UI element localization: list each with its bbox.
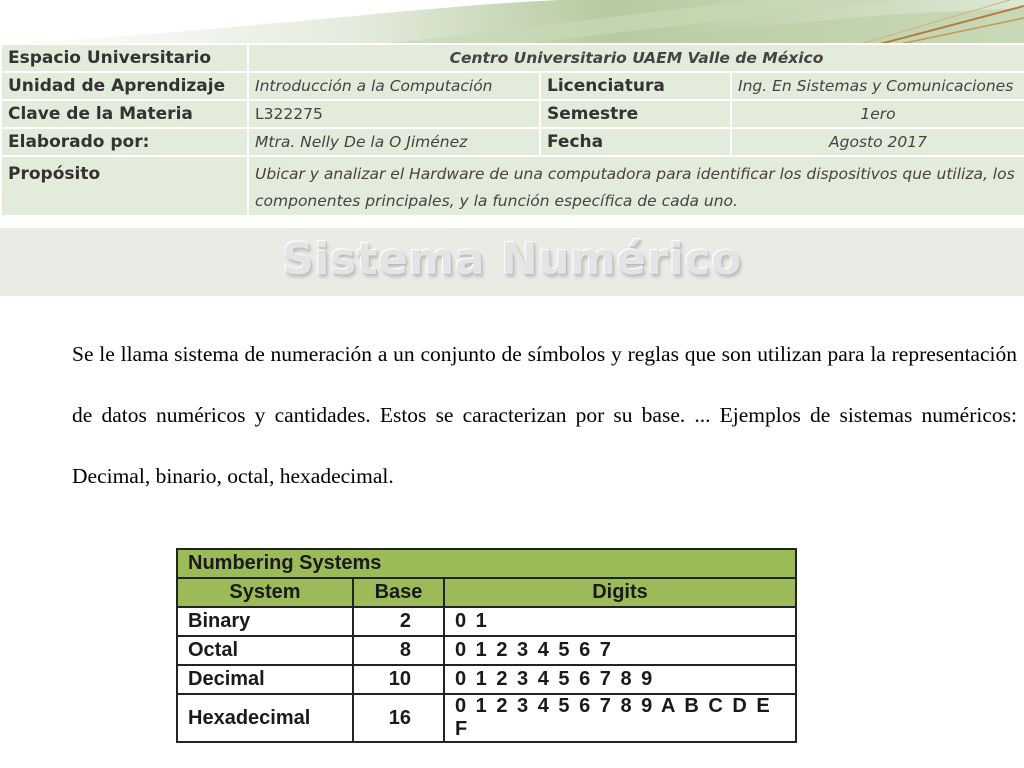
digits-cell: 0 1 2 3 4 5 6 7	[444, 636, 796, 665]
info-label: Licenciatura	[540, 72, 731, 100]
info-label: Propósito	[1, 156, 248, 216]
info-row	[1, 100, 1024, 128]
info-value: Agosto 2017	[731, 128, 1024, 156]
info-row	[1, 72, 1024, 100]
system-cell: Octal	[177, 636, 353, 665]
info-label: Clave de la Materia	[1, 100, 248, 128]
decorative-banner	[0, 0, 1024, 44]
page-title: Sistema Numérico	[282, 234, 742, 285]
info-value: Introducción a la Computación	[248, 72, 540, 100]
column-header-system: System	[177, 578, 353, 607]
info-value: L322275	[248, 100, 540, 128]
digits-cell: 0 1	[444, 607, 796, 636]
description-paragraph: Se le llama sistema de numeración a un conjunto de símbolos y reglas que son utilizan para la representación de datos numéricos y cantidades. Estos se caracterizan por su base. ... Ejemplos de sistemas numéricos: Decimal, binario, octal, hexadecimal.	[72, 342, 1017, 488]
course-info-table	[0, 43, 1024, 217]
base-cell: 2	[353, 607, 444, 636]
column-header-digits: Digits	[444, 578, 796, 607]
table-row	[177, 607, 796, 636]
table-caption-row	[177, 549, 796, 578]
table-row	[177, 636, 796, 665]
info-label: Semestre	[540, 100, 731, 128]
title-band	[0, 228, 1024, 296]
info-label: Espacio Universitario	[1, 44, 248, 72]
info-label: Fecha	[540, 128, 731, 156]
base-cell: 10	[353, 665, 444, 694]
info-row	[1, 156, 1024, 216]
system-cell: Hexadecimal	[177, 694, 353, 742]
numbering-systems-table	[176, 548, 797, 743]
digits-cell: 0 1 2 3 4 5 6 7 8 9	[444, 665, 796, 694]
info-row	[1, 128, 1024, 156]
info-value: Centro Universitario UAEM Valle de México	[248, 44, 1024, 72]
base-cell: 8	[353, 636, 444, 665]
system-cell: Decimal	[177, 665, 353, 694]
table-row	[177, 694, 796, 742]
system-cell: Binary	[177, 607, 353, 636]
info-value: 1ero	[731, 100, 1024, 128]
table-header-row	[177, 578, 796, 607]
table-row	[177, 665, 796, 694]
info-value: Ubicar y analizar el Hardware de una computadora para identificar los dispositivos que utiliza, los componentes principales, y la función específica de cada uno.	[248, 156, 1024, 216]
base-cell: 16	[353, 694, 444, 742]
info-value: Ing. En Sistemas y Comunicaciones	[731, 72, 1024, 100]
info-label: Unidad de Aprendizaje	[1, 72, 248, 100]
column-header-base: Base	[353, 578, 444, 607]
table-caption: Numbering Systems	[177, 549, 796, 578]
info-label: Elaborado por:	[1, 128, 248, 156]
digits-cell: 0 1 2 3 4 5 6 7 8 9 A B C D E F	[444, 694, 796, 742]
info-value: Mtra. Nelly De la O Jiménez	[248, 128, 540, 156]
info-row	[1, 44, 1024, 72]
